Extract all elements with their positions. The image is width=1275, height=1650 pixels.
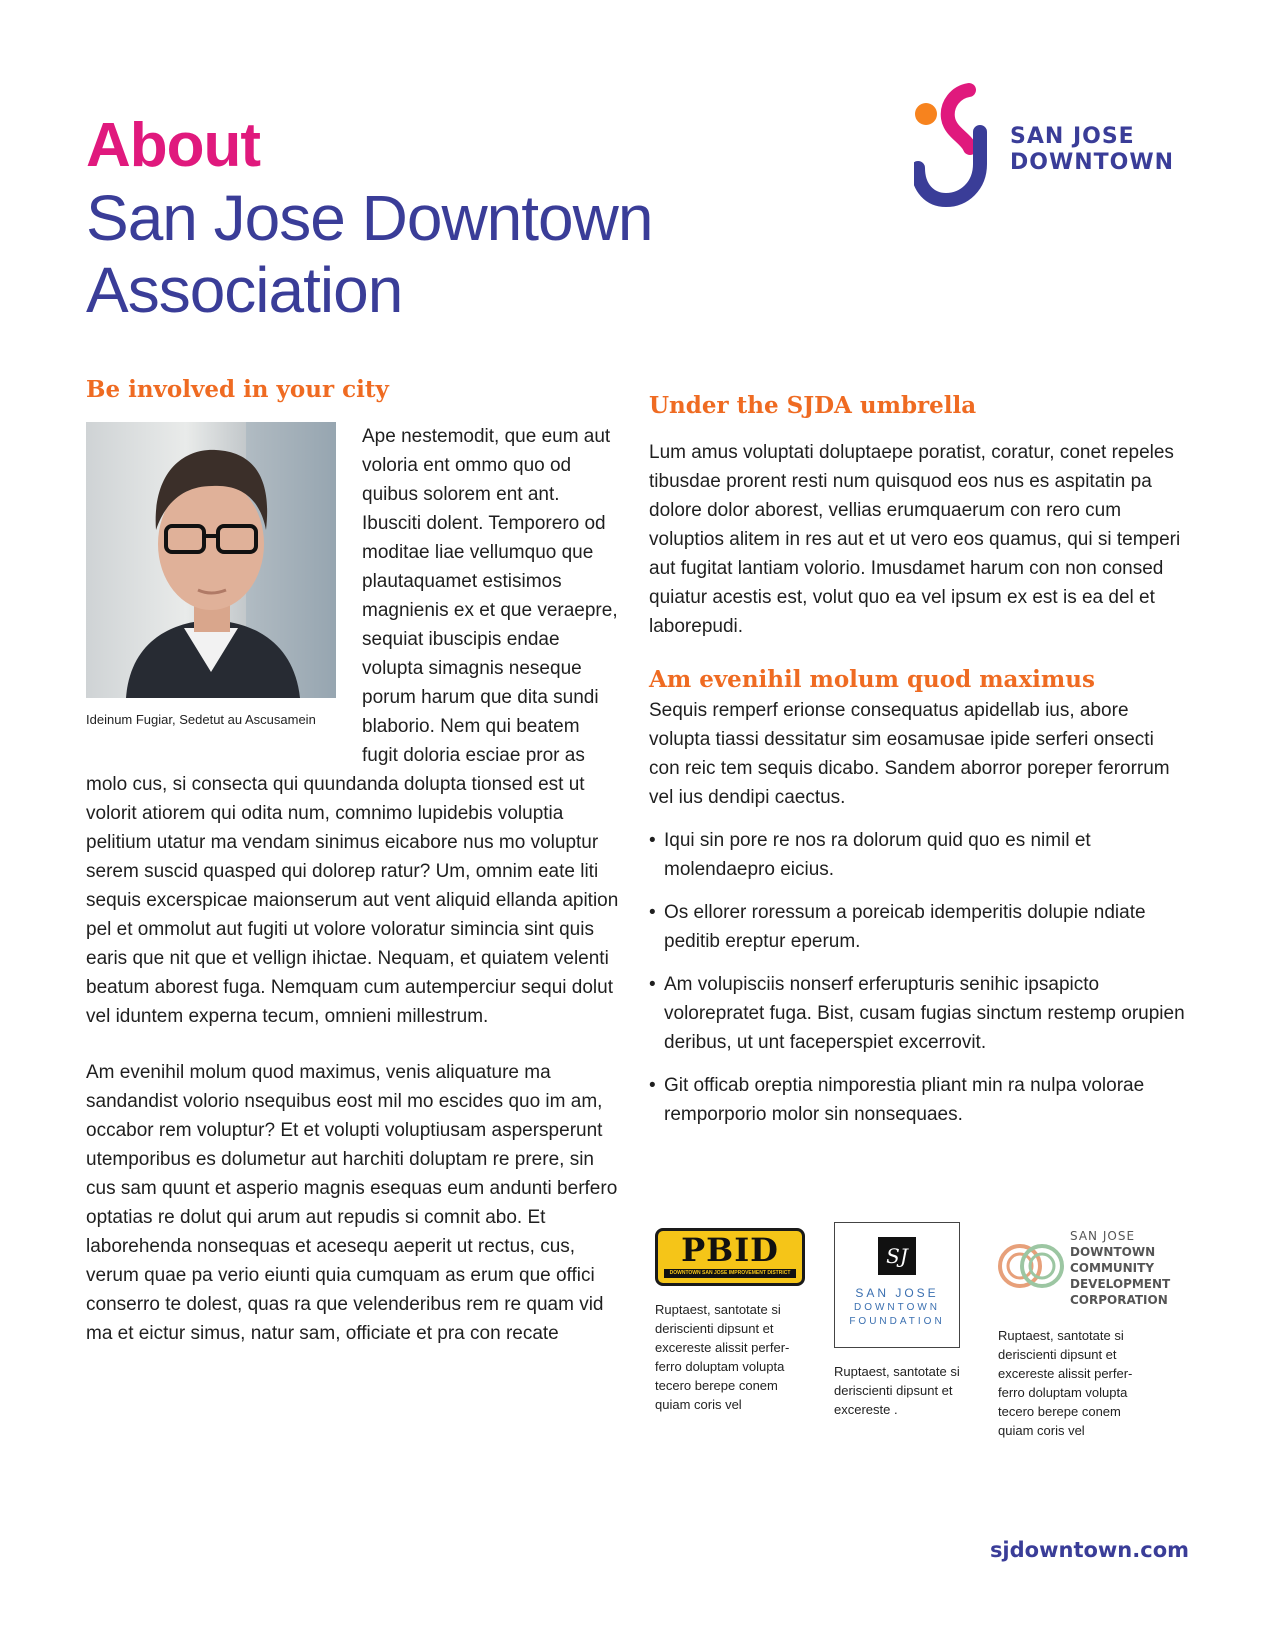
left-column	[86, 422, 620, 1375]
cdc-line5: CORPORATION	[1070, 1293, 1168, 1307]
list-item: • Os ellorer roressum a poreicab idemperitis dolupie ndiate peditib ereptur eperum.	[649, 898, 1189, 956]
sjd-logo	[914, 82, 1194, 212]
logo-wordmark	[1010, 124, 1174, 176]
person-icon	[86, 422, 336, 698]
page-title: San Jose Downtown Association	[86, 182, 653, 326]
cdc-line4: DEVELOPMENT	[1070, 1277, 1171, 1291]
foundation-logo	[834, 1222, 960, 1348]
maximus-heading: Am evenihil molum quod maximus	[649, 666, 1095, 693]
about-heading: About	[86, 111, 261, 180]
cdc-line3: COMMUNITY	[1070, 1261, 1155, 1275]
left-paragraph-2: Am evenihil molum quod maximus, venis aliquature ma sandandist volorio nsequibus eost mil mo escides quo im am, occabor rem voluptur? Et et volupti voluptiusam aspersperunt utemporibus es dolumetur aut harchiti doluptam re prere, sin cus sam quunt et asperio magnis esequas eum andunti berfero optatias re dolut qui arum aut repudis si comnit abo. Et laborehenda nonsequas et acesequ aeperit ut rectus, cus, verum quae pa verio eiunti quia cumquam as erum que offici conserro te dolest, quas ra que velenderibus rem re quam vid ma et eictur simus, natur sam, officiate et pra con recate	[86, 1062, 618, 1344]
photo-caption: Ideinum Fugiar, Sedetut au Ascusamein	[86, 712, 316, 727]
cdc-rings-icon	[998, 1236, 1066, 1296]
logo-line1: SAN JOSE	[1010, 124, 1135, 149]
cdc-line1: SAN JOSE	[1070, 1229, 1136, 1243]
foundation-caption: Ruptaest, santotate si deriscienti dipsunt et excereste .	[834, 1364, 960, 1417]
cdc-line2: DOWNTOWN	[1070, 1245, 1156, 1259]
foundation-line3: FOUNDATION	[849, 1316, 945, 1327]
maximus-paragraph: Sequis remperf erionse consequatus apidellab ius, abore volupta tiassi dessitatur sim eosamusae ipide serferi onsecti con reic tem sequis dicabo. Sandem aborror poreper ferorrum vel ius dendipi caectus.	[649, 700, 1170, 808]
pbid-logo-subtext: DOWNTOWN SAN JOSE IMPROVEMENT DISTRICT	[664, 1269, 796, 1278]
pbid-caption: Ruptaest, santotate si deriscienti dipsunt et excereste alissit perfer-ferro doluptam volupta tecero berepe conem quiam coris vel	[655, 1302, 790, 1412]
left-heading: Be involved in your city	[86, 376, 389, 403]
foundation-line2: DOWNTOWN	[853, 1302, 941, 1313]
cdc-wordmark	[1070, 1228, 1170, 1308]
list-item: • Am volupisciis nonserf erferupturis senihic ipsapicto volorepratet fuga. Bist, cusam fugias sinctum restemp orupien deribus, ut unt faceperspiet excerrovit.	[649, 970, 1189, 1057]
sj-mark-icon	[914, 82, 1004, 212]
umbrella-paragraph: Lum amus voluptati doluptaepe poratist, coratur, conet repeles tibusdae prorent resti num quisquod eos nus es aspitatin pa dolore dolor aborest, vellias erumquaerum con rero cum voluptios alitem in res aut et ut vero eos quamus, qui si temperi aut fugitat lantiam volorio. Imusdamet harum con non consed quiatur acestis est, volut quo ea vel ipsum ex est is ea del et laborepudi.	[649, 442, 1181, 637]
left-paragraph-1: Ape nestemodit, que eum aut voloria ent ommo quo od quibus solorem ent ant. Ibusciti dolent. Temporero od moditae liae vellumquo que plautaquamet estisimos magnienis ex et que veraepre, sequiat ibuscipis endae volupta simagnis neseque porum harum que dita sundi blaborio. Nem qui beatem fugit doloria esciae pror as molo cus, si consecta qui quundanda dolupta tionsed est ut volorit atiorem qui odita num, comnimo lupidebis voluptia pelitium utatur ma vendam sinimus eicabore nus mo voluptur serem suscid quasped qui dolorep ratur? Um, omnim eate liti sequis excerspicae maionserum aut vent aliquid ellanda apition pel et ommolut aut fugiti ut volore voloratur simincia sint quis earis que nit que et vellign ihictae. Nequam, et quiatem velenti beatum aborest fuga. Nemquam cum autemperciur sequi dolut vel iduntem experna tecum, omnieni millestrum.	[86, 426, 619, 1027]
umbrella-heading: Under the SJDA umbrella	[649, 392, 977, 419]
cdc-caption: Ruptaest, santotate si deriscienti dipsunt et excereste alissit perfer-ferro doluptam volupta tecero berepe conem quiam coris vel	[998, 1328, 1133, 1438]
pbid-logo-text: PBID	[681, 1231, 779, 1269]
foundation-monogram-icon: SJ	[878, 1237, 916, 1275]
list-item: • Iqui sin pore re nos ra dolorum quid quo es nimil et molendaepro eicius.	[649, 826, 1189, 884]
bullet-list	[649, 826, 1189, 1129]
logo-line2: DOWNTOWN	[1010, 150, 1175, 175]
list-item: • Git officab oreptia nimporestia pliant min ra nulpa volorae remporporio molor sin nonsequaes.	[649, 1071, 1189, 1129]
footer-url[interactable]: sjdowntown.com	[989, 1538, 1189, 1562]
foundation-line1: SAN JOSE	[855, 1286, 939, 1300]
cdc-logo	[998, 1228, 1188, 1308]
portrait-photo	[86, 422, 336, 698]
pbid-logo	[655, 1228, 805, 1286]
right-column	[649, 438, 1189, 1143]
